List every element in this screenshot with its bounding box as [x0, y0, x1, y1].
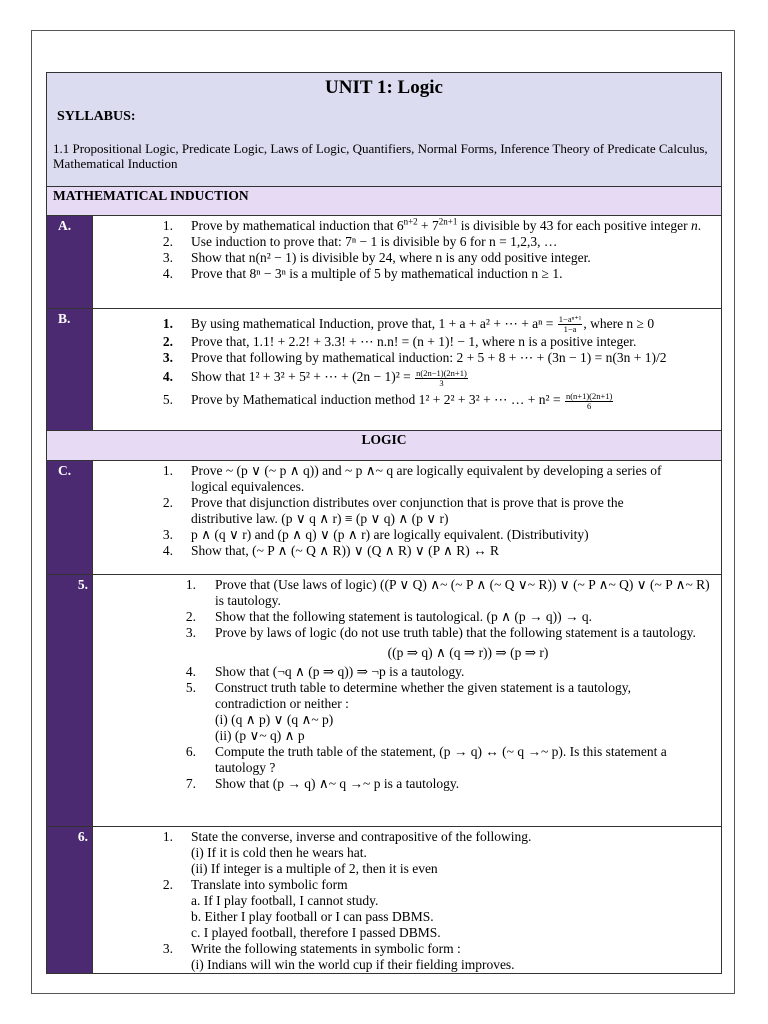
question-item — [93, 366, 721, 388]
item-text: Write the following statements in symbolic form : — [191, 941, 461, 956]
item-text: Show that the following statement is tautological. (p ∧ (p → q)) → q. — [215, 609, 592, 624]
item-number: 3. — [162, 941, 173, 956]
item-number: 2. — [162, 334, 173, 350]
question-item — [93, 350, 721, 366]
row-label: B. — [47, 309, 93, 430]
row-content — [93, 216, 721, 308]
row-content — [93, 309, 721, 430]
exponent: n+2 — [403, 216, 418, 227]
numerator: 1−aⁿ⁺¹ — [558, 314, 582, 325]
question-item — [93, 543, 721, 559]
item-text — [191, 218, 715, 234]
sub-item: a. If I play football, I cannot study. — [191, 893, 379, 908]
item-text: Translate into symbolic form — [191, 877, 348, 892]
question-item — [93, 334, 721, 350]
item-number: 3. — [162, 250, 173, 265]
item-text: Prove that disjunction distributes over conjunction that is prove that is prove the distributive law. (p ∨ q ∧ r) ≡ (p ∨ q) ∧ (p ∨ r) — [191, 495, 624, 526]
exponent: 2n+1 — [438, 216, 458, 227]
item-text: Prove by laws of logic (do not use truth table) that the following statement is a tautology. — [215, 625, 696, 640]
question-item — [93, 625, 721, 661]
question-item — [93, 609, 721, 625]
item-text — [191, 366, 721, 388]
sub-item: (ii) If integer is a multiple of 2, then it is even — [191, 861, 438, 876]
item-text: Prove that (Use laws of logic) ((P ∨ Q) ∧~ (~ P ∧ (~ Q ∨~ R)) ∨ (~ P ∧~ Q) ∨ (~ P ∧~ R) is tautology. — [215, 577, 710, 608]
item-text: State the converse, inverse and contrapositive of the following. — [191, 829, 532, 844]
syllabus-label: SYLLABUS: — [57, 109, 136, 124]
item-number: 2. — [162, 234, 173, 249]
item-text: Construct truth table to determine whether the given statement is a tautology, contradiction or neither : — [215, 680, 632, 711]
question-item — [93, 314, 721, 334]
item-number: 3. — [162, 527, 173, 542]
row-label: C. — [47, 461, 93, 574]
text-part: Prove by Mathematical induction method 1² + 2² + 3² + ⋯ … + n² = — [191, 392, 564, 408]
question-item — [93, 744, 721, 776]
item-number: 1. — [162, 316, 173, 331]
question-item — [93, 941, 721, 973]
row-content — [93, 461, 721, 574]
item-number: 2. — [162, 877, 173, 892]
sub-item: (ii) (p ∨~ q) ∧ p — [215, 728, 305, 743]
item-number: 4. — [162, 266, 173, 281]
text-part: Prove by mathematical induction that 6 — [191, 218, 404, 233]
row-content — [93, 575, 721, 826]
denominator: 3 — [439, 377, 444, 388]
sub-item: (i) (q ∧ p) ∨ (q ∧~ p) — [215, 712, 334, 727]
question-item — [93, 680, 721, 744]
item-number: 4. — [162, 369, 173, 385]
sub-item: (i) If it is cold then he wears hat. — [191, 845, 367, 860]
row-label: 6. — [47, 827, 93, 973]
question-row-a — [47, 216, 721, 309]
question-row-b — [47, 309, 721, 431]
text-part: . — [697, 218, 702, 233]
fraction — [565, 392, 613, 411]
item-text — [191, 388, 721, 412]
item-number: 4. — [162, 543, 173, 558]
question-row-c — [47, 461, 721, 575]
section-heading-logic: LOGIC — [47, 431, 721, 461]
text-part: By using mathematical Induction, prove that, 1 + a + a² + ⋯ + aⁿ = — [191, 316, 557, 331]
item-text: Prove ~ (p ∨ (~ p ∧ q)) and ~ p ∧~ q are logically equivalent by developing a series of logical equivalences. — [191, 463, 662, 494]
section-heading-induction: MATHEMATICAL INDUCTION — [47, 187, 721, 216]
question-item — [93, 250, 721, 266]
question-item — [93, 234, 721, 250]
question-item — [93, 776, 721, 792]
question-item — [93, 495, 721, 527]
item-number: 3. — [162, 350, 173, 366]
question-item — [93, 388, 721, 412]
item-text: Compute the truth table of the statement, (p → q) ↔ (~ q →~ p). Is this statement a tautology ? — [215, 744, 667, 775]
item-number: 2. — [162, 495, 173, 510]
item-number: 4. — [185, 664, 196, 679]
item-text: Show that (¬q ∧ (p ⇒ q)) ⇒ ¬p is a tautology. — [215, 664, 465, 679]
item-text — [191, 314, 721, 334]
question-item — [93, 829, 721, 877]
row-label: A. — [47, 216, 93, 308]
denominator: 1−a — [563, 324, 577, 335]
text-part: , where n ≥ 0 — [583, 316, 655, 331]
formula-line: ((p ⇒ q) ∧ (q ⇒ r)) ⇒ (p ⇒ r) — [387, 645, 549, 660]
item-text: Show that, (~ P ∧ (~ Q ∧ R)) ∨ (Q ∧ R) ∨ (P ∧ R) ↔ R — [191, 543, 500, 558]
item-text: Show that (p → q) ∧~ q →~ p is a tautology. — [215, 776, 460, 791]
item-number: 3. — [185, 625, 196, 640]
item-number: 5. — [185, 680, 196, 695]
item-text: Use induction to prove that: 7ⁿ − 1 is divisible by 6 for n = 1,2,3, … — [191, 234, 558, 249]
item-text: Prove that, 1.1! + 2.2! + 3.3! + ⋯ n.n! = (n + 1)! − 1, where n is a positive integer. — [191, 334, 637, 350]
numerator: n(n+1)(2n+1) — [565, 390, 613, 401]
question-item — [93, 527, 721, 543]
item-number: 6. — [185, 744, 196, 759]
text-part: + 7 — [417, 218, 439, 233]
row-label: 5. — [47, 575, 93, 826]
item-text: Show that n(n² − 1) is divisible by 24, where n is any odd positive integer. — [191, 250, 591, 265]
syllabus-text: 1.1 Propositional Logic, Predicate Logic, Laws of Logic, Quantifiers, Normal Forms, Inference Theory of Predicate Calculus, Mathematical Induction — [53, 141, 708, 171]
syllabus-table — [46, 72, 722, 974]
item-text: p ∧ (q ∨ r) and (p ∧ q) ∨ (p ∧ r) are logically equivalent. (Distributivity) — [191, 527, 589, 542]
item-number: 2. — [185, 609, 196, 624]
denominator: 6 — [587, 400, 592, 411]
item-text: Prove that following by mathematical induction: 2 + 5 + 8 + ⋯ + (3n − 1) = n(3n + 1)/2 — [191, 350, 667, 366]
item-number: 1. — [162, 218, 173, 233]
question-item — [93, 877, 721, 941]
question-row-5 — [47, 575, 721, 827]
question-row-6 — [47, 827, 721, 973]
text-part: is divisible by 43 for each positive integer — [457, 218, 691, 233]
question-item — [93, 577, 721, 609]
variable: n — [690, 218, 698, 233]
question-item — [93, 463, 721, 495]
item-number: 7. — [185, 776, 196, 791]
fraction — [415, 369, 468, 388]
item-number: 1. — [162, 829, 173, 844]
item-number: 5. — [162, 392, 173, 408]
fraction — [558, 315, 583, 334]
page-title: UNIT 1: Logic — [325, 77, 443, 98]
unit-header — [47, 73, 721, 187]
question-item — [93, 218, 721, 234]
sub-item: b. Either I play football or I can pass DBMS. — [191, 909, 434, 924]
item-text: Prove that 8ⁿ − 3ⁿ is a multiple of 5 by mathematical induction n ≥ 1. — [191, 266, 563, 281]
item-number: 1. — [185, 577, 196, 592]
text-part: Show that 1² + 3² + 5² + ⋯ + (2n − 1)² = — [191, 369, 415, 385]
question-item — [93, 664, 721, 680]
sub-item: (i) Indians will win the world cup if their fielding improves. — [191, 957, 515, 972]
row-content — [93, 827, 721, 973]
item-number: 1. — [162, 463, 173, 478]
sub-item: c. I played football, therefore I passed DBMS. — [191, 925, 441, 940]
numerator: n(2n−1)(2n+1) — [416, 367, 467, 378]
question-item — [93, 266, 721, 282]
